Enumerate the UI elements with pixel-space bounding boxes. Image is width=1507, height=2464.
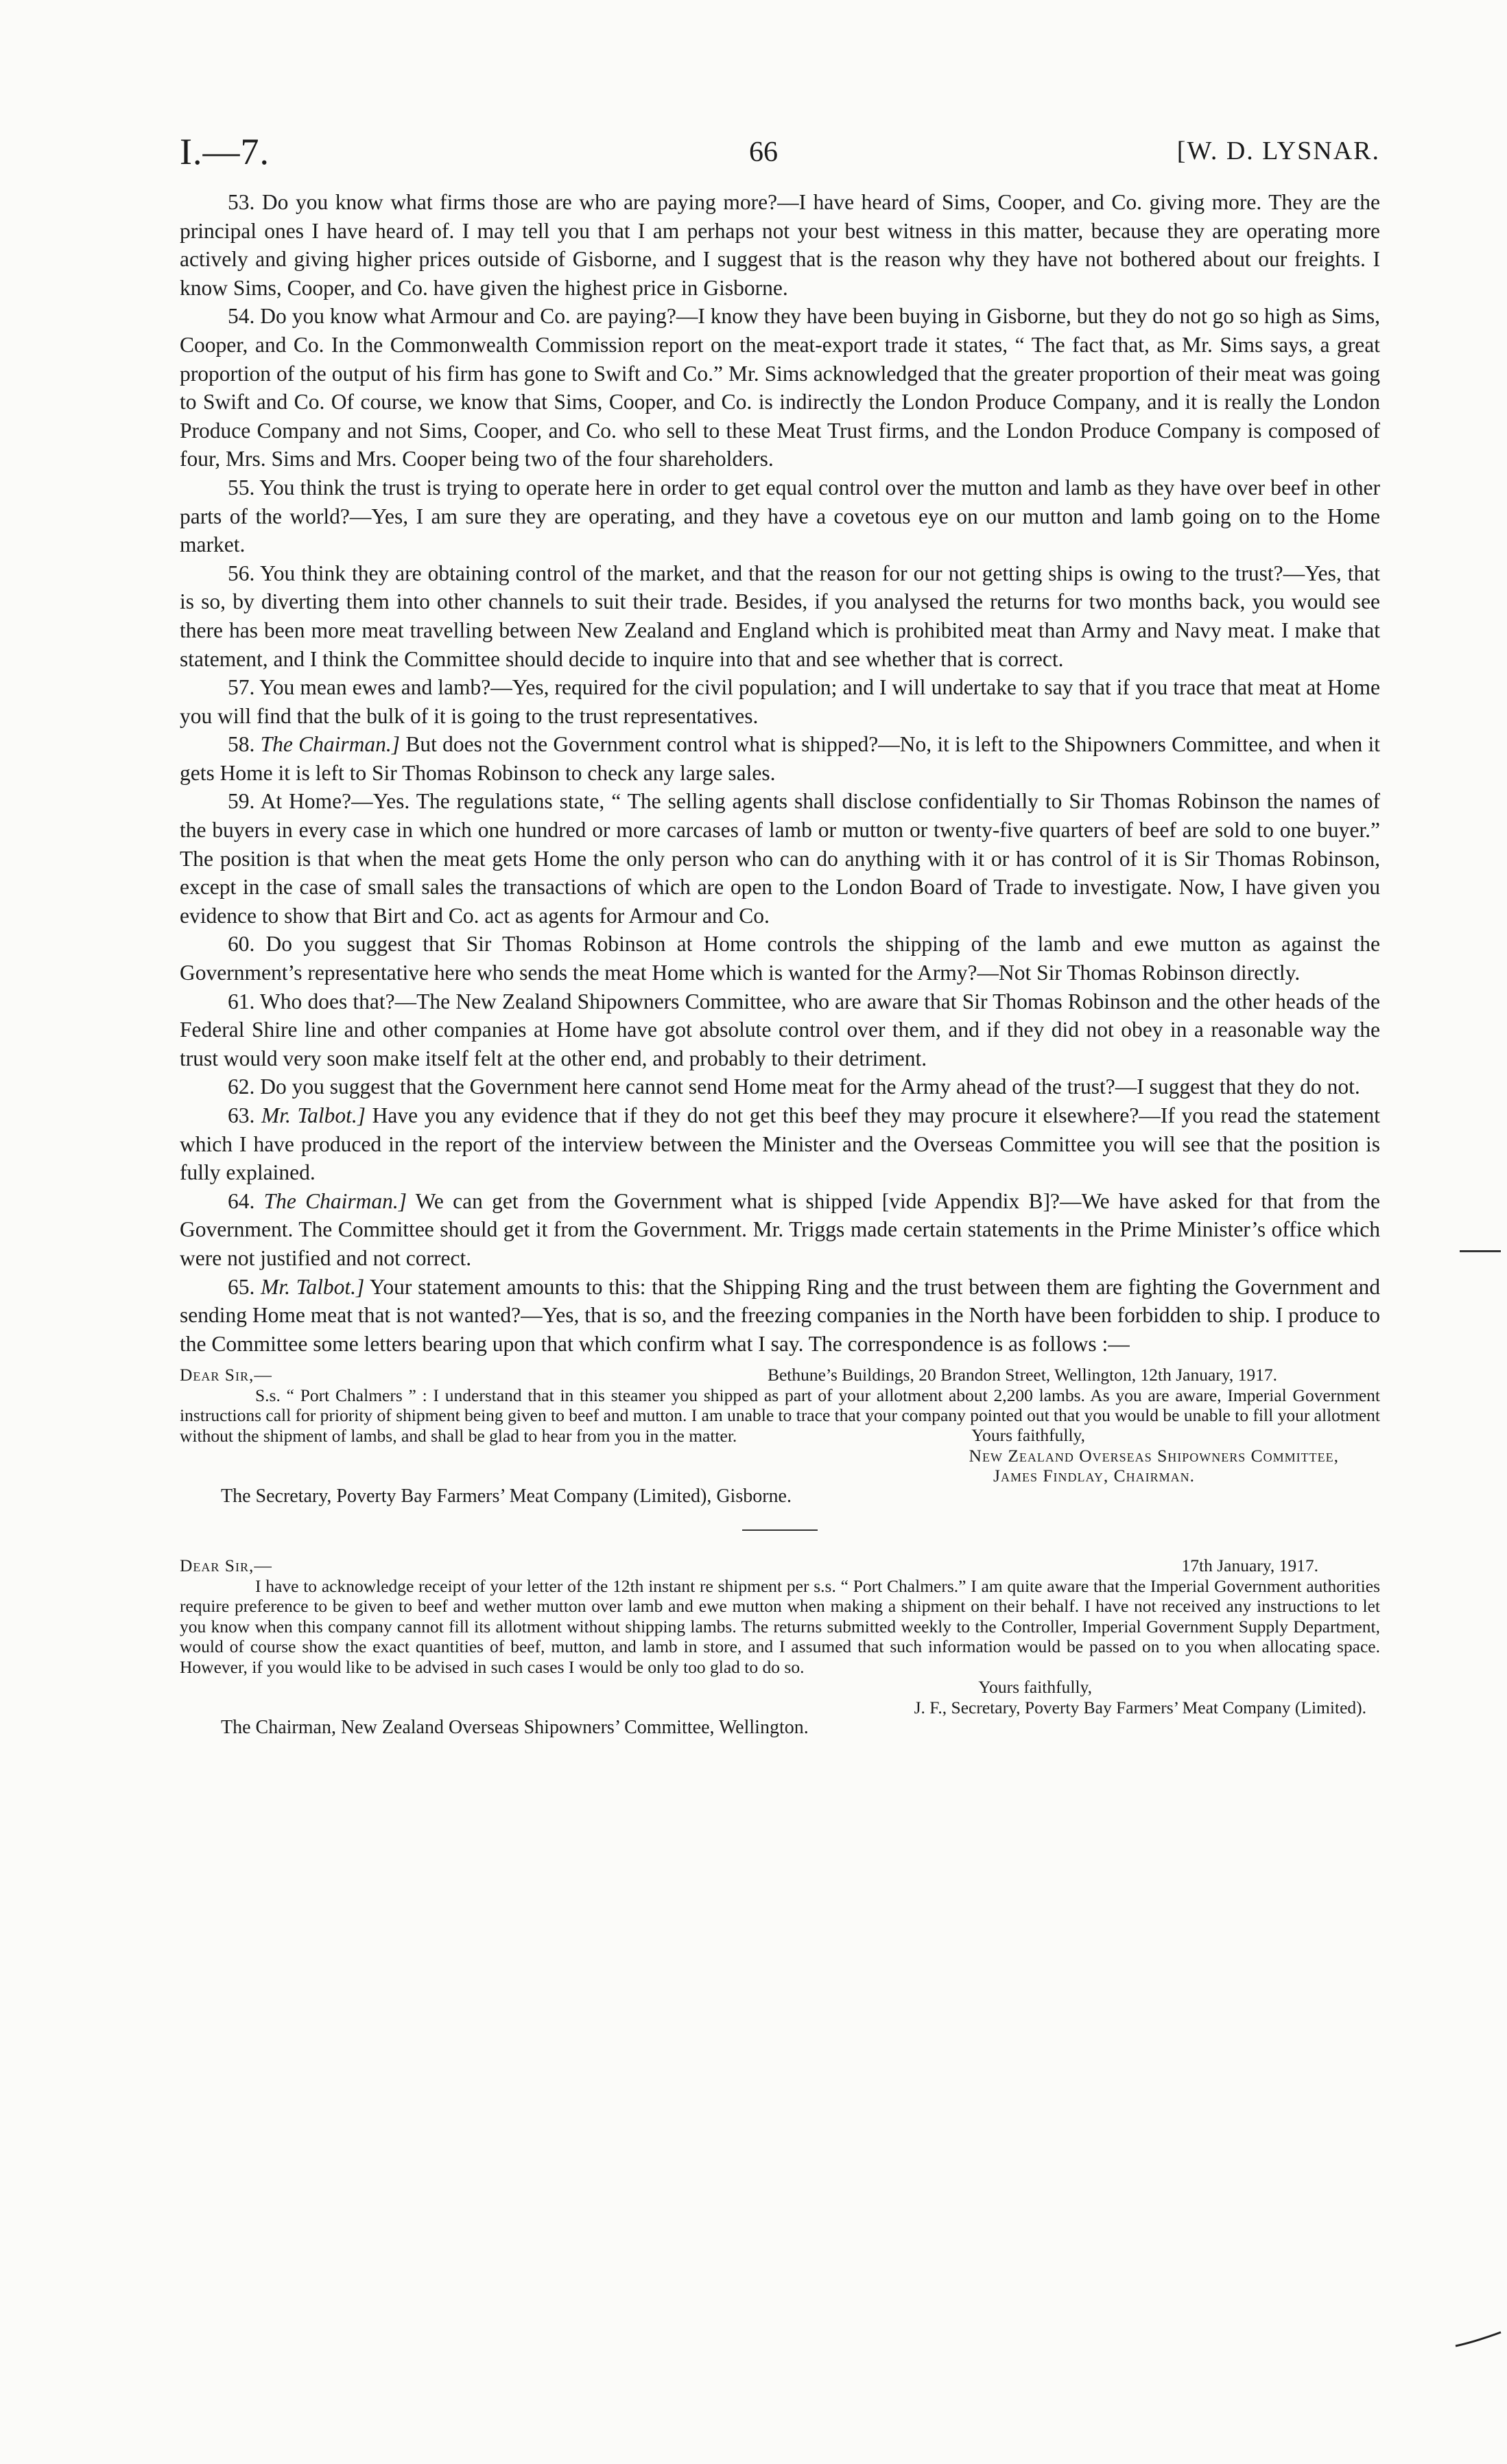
paragraph-64 (180, 1187, 1380, 1273)
letter-poverty-bay-reply (180, 1556, 1380, 1738)
signer-title: , Chairman. (1103, 1466, 1195, 1486)
paragraph-58 (180, 730, 1380, 787)
paragraph-62: 62. Do you suggest that the Government here cannot send Home meat for the Army ahead of the trust?—I suggest that they do not. (228, 1075, 1360, 1099)
page-header (180, 124, 1380, 178)
letter-salutation: Dear Sir,— (180, 1365, 272, 1385)
question-number: 64. (228, 1188, 255, 1213)
paragraph-text: But does not the Government control what is shipped?—No, it is left to the Shipowners Committee, and when it gets Home it is left to Sir Thomas Robinson to check any large sales. (180, 732, 1381, 785)
letter-signer: J. F., Secretary, Poverty Bay Farmers’ Meat Company (Limited). (914, 1697, 1366, 1717)
page-number: 66 (749, 137, 778, 168)
paragraph-53: 53. Do you know what firms those are who are paying more?—I have heard of Sims, Cooper, and Co. giving more. They are the principal ones I have heard of. I may tell you that I am perhaps not your best witness in this matter, because they are operating more actively and giving higher prices outside of Gisborne, and I suggest that is the reason why they have not bothered about our freights. I know Sims, Cooper, and Co. have given the highest price in Gisborne. (180, 190, 1380, 300)
section-divider (742, 1529, 818, 1531)
paragraph-59: 59. At Home?—Yes. The regulations state, “ The selling agents shall disclose confidentially to Sir Thomas Robinson the names of the buyers in every case in which one hundred or more carcases of lamb or mutton or twenty-five quarters of beef are sold to one buyer.” The position is that when the meat gets Home the only person who can do anything with it or has control of it is Sir Thomas Robinson, except in the case of small sales the transactions of which are open to the London Board of Trade to investigate. Now, I have given you evidence to show that Birt and Co. act as agents for Armour and Co. (180, 789, 1380, 928)
document-page (180, 124, 1380, 1738)
letter-signer (180, 1466, 1380, 1486)
letter-date: 17th January, 1917. (1181, 1556, 1318, 1576)
witness-name: [W. D. LYSNAR. (1176, 137, 1380, 165)
paragraph-54: 54. Do you know what Armour and Co. are paying?—I know they have been buying in Gisborne, but they do not go so high as Sims, Cooper, and Co. In the Commonwealth Commission report on the meat-export trade it states, “ The fact that, as Mr. Sims says, a great proportion of the output of his firm has gone to Swift and Co.” Mr. Sims acknowledged that the greater proportion of their meat was going to Swift and Co. Of course, we know that Sims, Cooper, and Co. is indirectly the London Produce Company, and it is really the London Produce Company and not Sims, Cooper, and Co. who sell to these Meat Trust firms, and the London Produce Company is composed of four, Mrs. Sims and Mrs. Cooper being two of the four shareholders. (180, 304, 1380, 471)
letter-heading (180, 1556, 1380, 1576)
parliamentary-paper-ref: I.—7. (180, 131, 270, 172)
letter-closing: Yours faithfully, (971, 1425, 1085, 1446)
letter-address-date: Bethune’s Buildings, 20 Brandon Street, Wellington, 12th January, 1917. (767, 1365, 1277, 1385)
speaker-name: Mr. Talbot.] (261, 1103, 366, 1127)
question-number: 58. (228, 732, 255, 757)
letter-addressee: The Chairman, New Zealand Overseas Shipowners’ Committee, Wellington. (221, 1717, 809, 1739)
paragraph-56: 56. You think they are obtaining control of the market, and that the reason for our not getting ships is owing to the trust?—Yes, that is so, by diverting them into other channels to suit their trade. Besides, if you analysed the returns for two months back, you would see there has been more meat travelling between New Zealand and England which is prohibited meat than Army and Navy meat. I make that statement, and I think the Committee should decide to inquire into that and see whether that is correct. (180, 561, 1380, 671)
margin-dash-mark (1460, 1250, 1501, 1252)
letter-salutation: Dear Sir,— (180, 1556, 272, 1576)
letter-body: S.s. “ Port Chalmers ” : I understand that in this steamer you shipped as part of your allotment about 2,200 lambs. As you are aware, Imperial Government instructions call for priority of shipment being given to beef and mutton. I am unable to trace that your company pointed out that you would be unable to fill your allotment without the shipment of lambs, and shall be glad to hear from you in the matter. (180, 1385, 1380, 1446)
paragraph-60: 60. Do you suggest that Sir Thomas Robinson at Home controls the shipping of the lamb and ewe mutton as against the Government’s representative here who sends the meat Home which is wanted for the Army?—Not Sir Thomas Robinson directly. (180, 932, 1380, 985)
letter-signer-org: New Zealand Overseas Shipowners Committee, (969, 1445, 1339, 1466)
letter-shipowners-committee (180, 1365, 1380, 1506)
speaker-name: The Chairman.] (260, 732, 401, 757)
letter-addressee: The Secretary, Poverty Bay Farmers’ Meat Company (Limited), Gisborne. (221, 1485, 792, 1507)
paragraph-63 (180, 1101, 1380, 1187)
paragraph-57: 57. You mean ewes and lamb?—Yes, required for the civil population; and I will undertake to say that if you trace that meat at Home you will find that the bulk of it is going to the trust representatives. (180, 675, 1380, 728)
paragraph-text: Your statement amounts to this: that the Shipping Ring and the trust between them are fighting the Government and sending Home meat that is not wanted?—Yes, that is so, and the freezing companies in the North have been forbidden to ship. I produce to the Committee some letters bearing upon that which confirm what I say. The correspondence is as follows :— (180, 1274, 1380, 1356)
question-number: 65. (228, 1274, 255, 1299)
paragraph-text: We can get from the Government what is shipped [vide Appendix B]?—We have asked for that from the Government. The Committee should get it from the Government. Mr. Triggs made certain statements in the Prime Minister’s office which were not justified and not correct. (180, 1188, 1380, 1270)
paragraph-65 (180, 1273, 1380, 1359)
testimony-body (180, 188, 1380, 1358)
question-number: 63. (228, 1103, 255, 1127)
paragraph-55: 55. You think the trust is trying to operate here in order to get equal control over the mutton and lamb as they have over beef in other parts of the world?—Yes, I am sure they are operating, and they have a covetous eye on our mutton and lamb going on to the Home market. (180, 475, 1380, 557)
speaker-name: The Chairman.] (263, 1188, 407, 1213)
letter-heading (180, 1365, 1380, 1385)
paragraph-61: 61. Who does that?—The New Zealand Shipowners Committee, who are aware that Sir Thomas Robinson and the other heads of the Federal Shire line and other companies at Home have got absolute control over them, and if they did not obey in a reasonable way the trust would very soon make itself felt at the other end, and probably to their detriment. (180, 989, 1380, 1070)
letter-closing: Yours faithfully, (978, 1677, 1092, 1698)
paragraph-text: Have you any evidence that if they do not get this beef they may procure it elsewhere?—If you read the statement which I have produced in the report of the interview between the Minister and the Overseas Committee you will see that the position is fully explained. (180, 1103, 1380, 1185)
signer-name: James Findlay (993, 1466, 1104, 1486)
letter-body: I have to acknowledge receipt of your letter of the 12th instant re shipment per s.s. “ Port Chalmers.” I am quite aware that the Imperial Government authorities require preference to be given to beef and wether mutton over lamb and ewe mutton when making a shipment on their behalf. I have not received any instructions to let you know when this company cannot fill its allotment without shipping lambs. The returns submitted weekly to the Controller, Imperial Government Supply Department, would of course show the exact quantities of beef, mutton, and lamb in store, and I assumed that such information would be passed on to you when allocating space. However, if you would like to be advised in such cases I would be only too glad to do so. (180, 1575, 1380, 1677)
margin-pen-stroke (1454, 2330, 1502, 2350)
speaker-name: Mr. Talbot.] (261, 1274, 365, 1299)
